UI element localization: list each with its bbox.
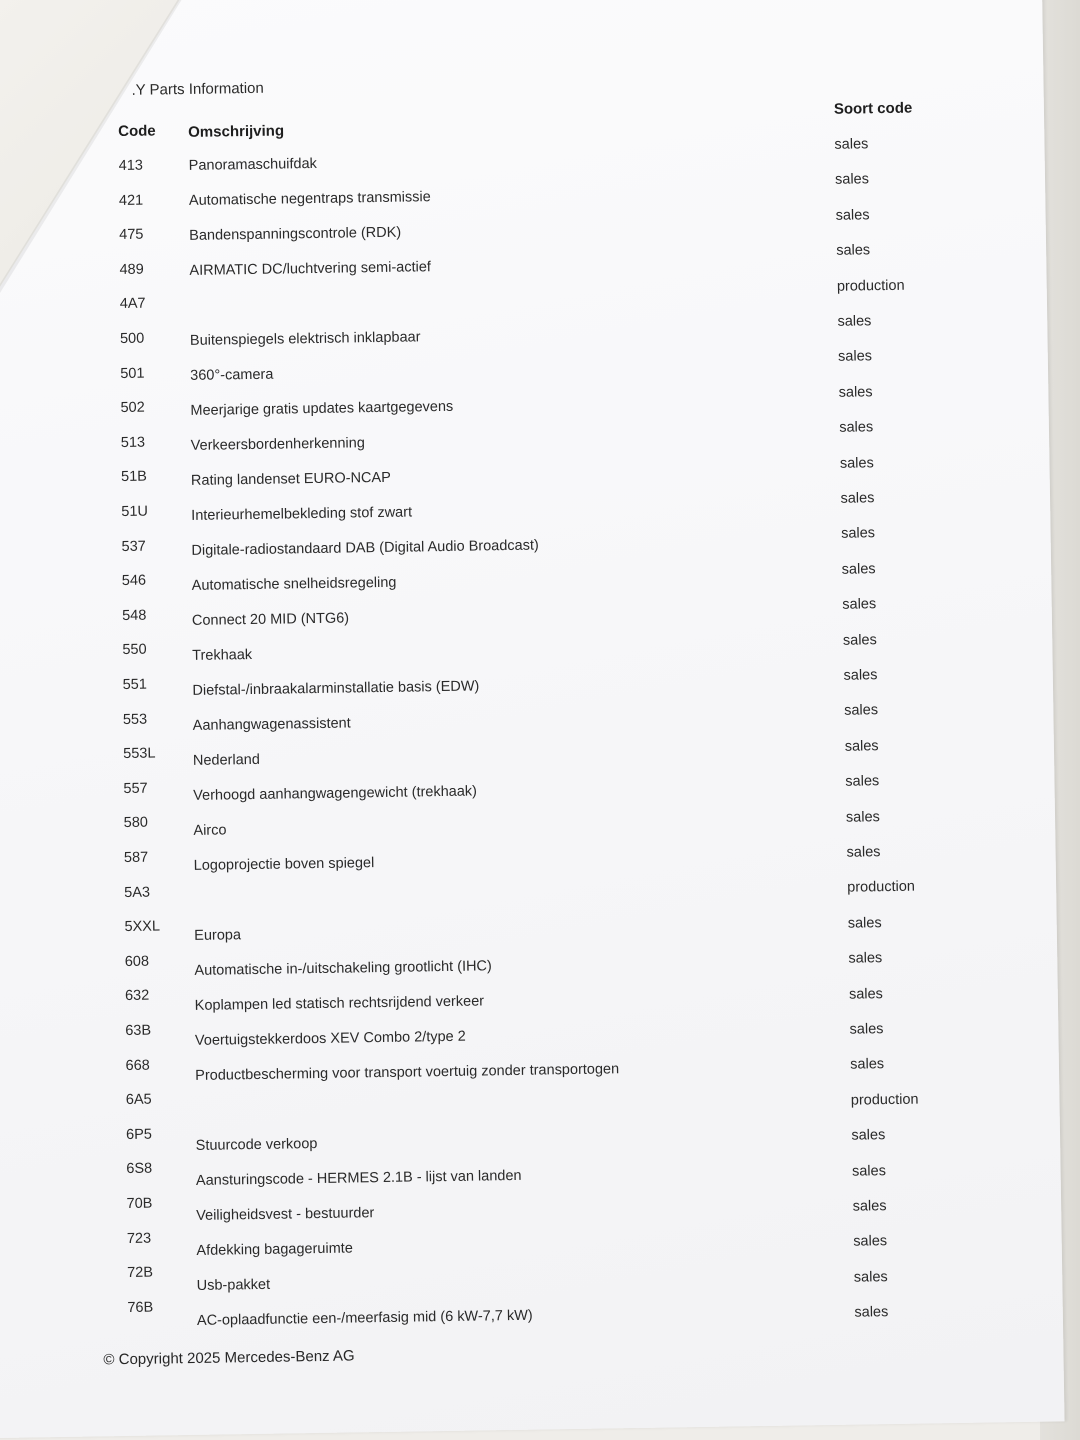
cell-code: 502 [120,399,145,417]
cell-description: Verhoogd aanhangwagengewicht (trekhaak) [193,783,478,804]
cell-type: sales [853,1268,888,1286]
cell-type: sales [841,560,876,578]
cell-description: Connect 20 MID (NTG6) [191,610,350,629]
cell-code: 70B [126,1195,153,1213]
cell-description: Logoprojectie boven spiegel [193,855,375,874]
cell-code: 475 [119,226,144,244]
cell-code: 553 [122,711,148,728]
cell-code: 513 [120,434,146,451]
cell-description: Aanhangwagenassistent [192,715,351,734]
cell-code: 6S8 [126,1161,153,1178]
cell-code: 500 [119,330,145,348]
cell-type: sales [841,525,876,543]
cell-type: sales [836,242,871,259]
document-title: .Y Parts Information [131,79,264,99]
cell-type: sales [842,596,877,613]
cell-type: sales [853,1233,888,1251]
cell-description: Europa [194,927,242,944]
cell-description: Rating landenset EURO-NCAP [190,469,391,489]
copyright-footer: © Copyright 2025 Mercedes-Benz AG [103,1347,355,1369]
cell-description: Veiligheidsvest - bestuurder [196,1205,375,1224]
cell-code: 413 [118,157,144,175]
cell-code: 548 [122,607,147,624]
cell-description: Buitenspiegels elektrisch inklapbaar [189,329,421,349]
cell-type: sales [845,773,880,790]
cell-description: 360°-camera [190,366,274,384]
cell-code: 608 [124,953,150,970]
cell-type: sales [851,1127,886,1144]
column-header-code: Code [118,122,156,141]
cell-type: sales [846,844,881,861]
cell-type: sales [839,419,874,436]
cell-code: 501 [120,365,145,382]
cell-description: Bandenspanningscontrole (RDK) [189,224,402,244]
cell-code: 580 [123,815,149,832]
cell-code: 587 [123,849,149,867]
cell-type: sales [834,171,870,189]
cell-type: sales [848,950,883,967]
cell-type: sales [843,667,878,684]
cell-code: 551 [122,676,147,694]
cell-code: 550 [122,642,147,659]
cell-code: 51B [120,469,148,486]
cell-code: 51U [121,503,149,521]
cell-type: production [850,1091,919,1109]
cell-type: sales [847,914,882,932]
cell-type: sales [844,702,879,720]
column-header-description: Omschrijving [188,122,285,141]
cell-type: sales [837,313,872,330]
cell-code: 6P5 [125,1126,153,1143]
cell-code: 5XXL [124,918,161,936]
cell-type: sales [834,136,869,153]
cell-type: sales [838,384,873,401]
cell-description: Diefstal-/inbraakalarminstallatie basis (EDW) [192,678,480,699]
cell-description: Verkeersbordenherkenning [190,435,365,454]
cell-code: 632 [124,988,150,1005]
cell-code: 4A7 [119,296,146,313]
cell-type: sales [850,1056,885,1074]
cell-type: sales [839,454,874,472]
cell-type: sales [845,808,880,826]
cell-type: sales [852,1198,887,1215]
cell-code: 421 [118,192,144,209]
cell-description: Koplampen led statisch rechtsrijdend verkeer [194,993,485,1014]
cell-description: Digitale-radiostandaard DAB (Digital Audio Broadcast) [191,537,539,559]
cell-description: Nederland [192,751,261,769]
cell-type: sales [854,1304,889,1321]
cell-description: Airco [193,822,227,839]
cell-code: 489 [119,261,144,278]
cell-description: AC-oplaadfunctie een-/meerfasig mid (6 kW-7,7 kW) [196,1307,533,1329]
cell-type: production [847,879,916,897]
cell-code: 537 [121,538,146,555]
cell-type: sales [842,631,877,649]
cell-type: sales [848,985,883,1003]
cell-description: Usb-pakket [196,1276,271,1294]
cell-code: 553L [123,745,156,763]
cell-description: Afdekking bagageruimte [196,1240,353,1259]
cell-code: 72B [127,1264,154,1282]
cell-description: Aansturingscode - HERMES 2.1B - lijst van landen [195,1167,522,1189]
cell-description: Trekhaak [192,646,253,664]
cell-description: Automatische in-/uitschakeling grootlicht (IHC) [194,958,492,979]
cell-code: 76B [127,1299,154,1316]
cell-type: sales [840,490,875,507]
cell-description: Stuurcode verkoop [195,1136,318,1154]
cell-description: Voertuigstekkerdoos XEV Combo 2/type 2 [194,1028,466,1049]
cell-code: 546 [121,572,147,590]
column-header-type: Soort code [833,99,913,118]
cell-type: sales [837,348,873,366]
cell-code: 557 [123,780,148,797]
cell-type: sales [851,1162,887,1180]
cell-type: production [836,277,905,295]
cell-description: Panoramaschuifdak [188,155,318,174]
cell-description: Automatische snelheidsregeling [191,574,397,594]
cell-type: sales [849,1021,884,1038]
cell-code: 6A5 [125,1091,152,1109]
cell-code: 668 [125,1057,150,1074]
cell-description: Productbescherming voor transport voertuig zonder transportogen [195,1061,620,1084]
cell-code: 63B [125,1022,152,1040]
cell-code: 723 [126,1230,152,1247]
cell-type: sales [844,737,879,755]
cell-type: sales [835,207,870,224]
cell-description: AIRMATIC DC/luchtvering semi-actief [189,259,432,279]
cell-code: 5A3 [124,884,151,901]
cell-description: Automatische negentraps transmissie [188,189,431,209]
cell-description: Interieurhemelbekleding stof zwart [191,504,413,524]
cell-description: Meerjarige gratis updates kaartgegevens [190,398,454,419]
